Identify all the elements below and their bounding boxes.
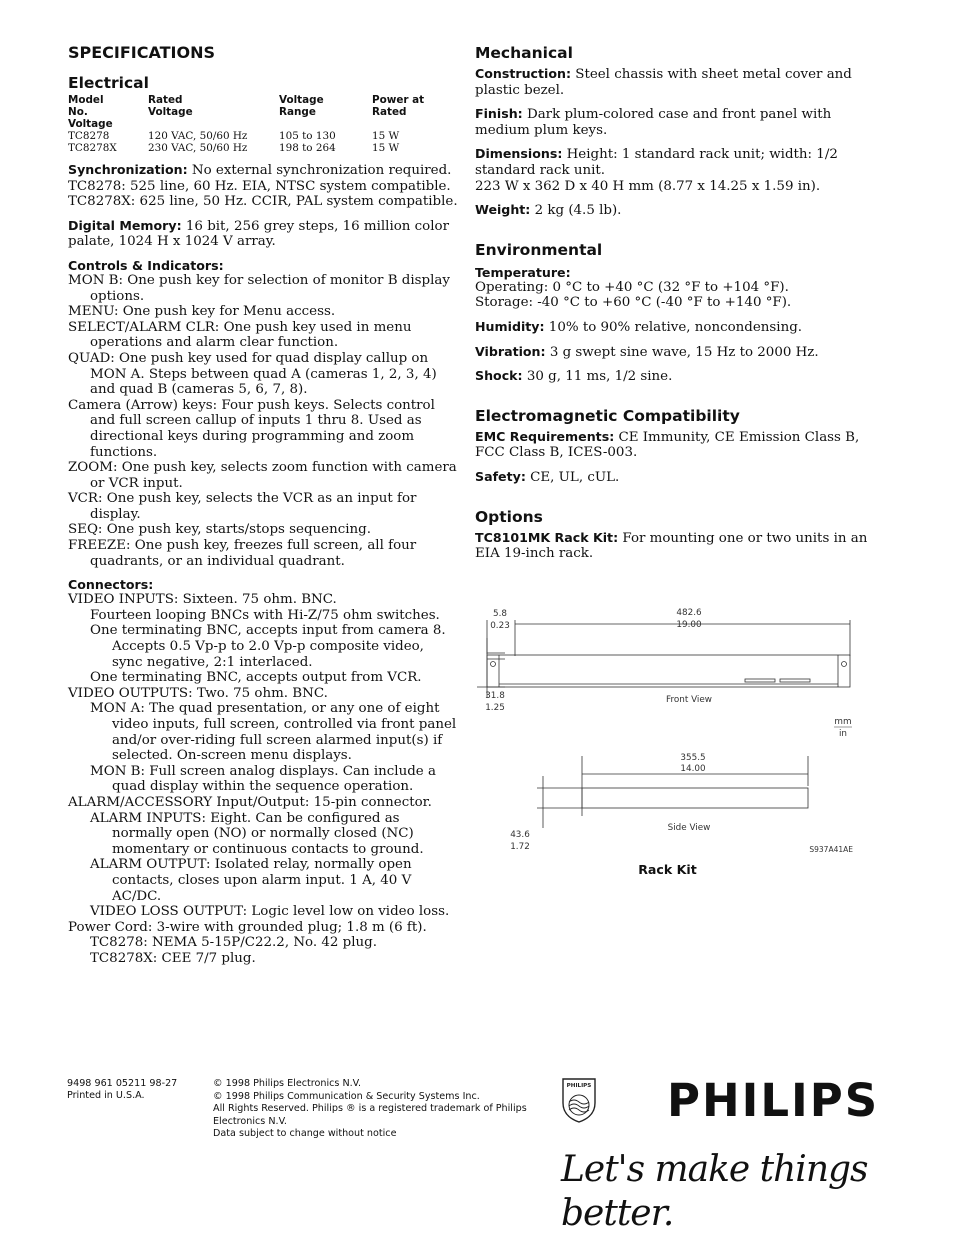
list-item: ALARM/ACCESSORY Input/Output: 15-pin connector. bbox=[68, 794, 432, 810]
mounting-hole bbox=[842, 662, 847, 667]
side-view-panel bbox=[582, 788, 808, 808]
electrical-heading: Electrical bbox=[68, 74, 149, 92]
list-item: FREEZE: One push key, freezes full screen, all four quadrants, or an individual quadrant. bbox=[68, 538, 417, 569]
copyright-line: © 1998 Philips Electronics N.V. bbox=[213, 1078, 362, 1089]
table-row bbox=[68, 130, 442, 142]
options-heading: Options bbox=[475, 507, 543, 526]
synchronization-spec: Synchronization: No external synchronization required. bbox=[68, 162, 452, 178]
header-voltage-range: Voltage Range bbox=[279, 94, 324, 118]
table-cell: 198 to 264 bbox=[279, 142, 336, 154]
page-title: SPECIFICATIONS bbox=[68, 43, 216, 62]
environmental-heading: Environmental bbox=[475, 240, 603, 259]
digital-memory-spec: Digital Memory: 16 bit, 256 grey steps, 16 million color palate, 1024 H x 1024 V array. bbox=[68, 217, 449, 250]
dimensions-metric: 223 W x 362 D x 40 H mm (8.77 x 14.25 x 1.59 in). bbox=[475, 178, 821, 194]
dim-c-mm: 31.8 bbox=[485, 691, 505, 701]
emc-heading: Electromagnetic Compatibility bbox=[475, 406, 740, 425]
finish-spec: Finish: Dark plum-colored case and front panel with medium plum keys. bbox=[475, 106, 832, 138]
construction-spec: Construction: Steel chassis with sheet metal cover and plastic bezel. bbox=[475, 66, 852, 98]
controls-list bbox=[68, 273, 458, 569]
header-model: Model No. Voltage bbox=[68, 94, 113, 130]
mounting-hole bbox=[491, 662, 496, 667]
dim-b-mm: 482.6 bbox=[676, 608, 702, 618]
list-item: Power Cord: 3-wire with grounded plug; 1.8 m (6 ft). bbox=[68, 919, 427, 935]
panel-slot bbox=[780, 679, 810, 682]
connectors-heading: Connectors: bbox=[68, 577, 154, 593]
header-rated-voltage: Rated Voltage bbox=[148, 94, 193, 118]
mechanical-heading: Mechanical bbox=[475, 44, 573, 62]
list-item: SELECT/ALARM CLR: One push key used in menu operations and alarm clear function. bbox=[68, 319, 412, 351]
panel-slot bbox=[745, 679, 775, 682]
table-cell: 15 W bbox=[372, 130, 400, 142]
footer-part-info bbox=[67, 1078, 177, 1102]
table-cell: TC8278 bbox=[68, 130, 110, 142]
temperature-storage: Storage: -40 °C to +60 °C (-40 °F to +140 °F). bbox=[475, 295, 792, 311]
table-cell: 120 VAC, 50/60 Hz bbox=[148, 130, 248, 142]
table-row bbox=[68, 142, 442, 154]
units-mm: mm bbox=[834, 717, 852, 727]
philips-logo: PHILIPS bbox=[667, 1074, 880, 1127]
dim-e-in: 1.72 bbox=[510, 842, 530, 852]
rack-kit-caption: Rack Kit bbox=[638, 862, 697, 877]
dim-a-mm: 5.8 bbox=[493, 609, 507, 619]
table-cell: 230 VAC, 50/60 Hz bbox=[148, 142, 248, 154]
side-view-label: Side View bbox=[667, 823, 711, 833]
temperature-label: Temperature: bbox=[475, 264, 571, 280]
drawing-code: S937A41AE bbox=[809, 845, 853, 854]
list-item: Camera (Arrow) keys: Four push keys. Selects control and full screen callup of inputs 1 thru 8. Used as directional keys during programming and zoom functions. bbox=[68, 397, 435, 460]
list-item: MON A: The quad presentation, or any one of eight video inputs, full screen, controlled via front panel and/or over-riding full screen alarmed input(s) if selected. On-screen menu displays. bbox=[90, 701, 457, 764]
list-item: VCR: One push key, selects the VCR as an input for display. bbox=[68, 491, 417, 522]
rack-kit-spec: TC8101MK Rack Kit: For mounting one or two units in an EIA 19-inch rack. bbox=[475, 529, 868, 562]
dim-e-mm: 43.6 bbox=[510, 830, 530, 840]
list-item: One terminating BNC, accepts input from camera 8. Accepts 0.5 Vp-p to 2.0 Vp-p composite video, sync negative, 2:1 interlaced. bbox=[90, 623, 446, 670]
list-item: MON B: Full screen analog displays. Can include a quad display within the sequence operation. bbox=[90, 763, 436, 795]
dim-a-in: 0.23 bbox=[490, 621, 510, 631]
table-cell: 105 to 130 bbox=[279, 130, 336, 142]
list-item: MON B: One push key for selection of monitor B display options. bbox=[68, 272, 450, 304]
philips-tagline: Let's make things better. bbox=[561, 1149, 868, 1234]
list-item: ZOOM: One push key, selects zoom function with camera or VCR input. bbox=[68, 460, 457, 491]
list-item: TC8278: NEMA 5-15P/C22.2, No. 42 plug. bbox=[90, 935, 377, 951]
left-column bbox=[68, 44, 458, 967]
dimensions-spec: Dimensions: Height: 1 standard rack unit; width: 1/2 standard rack unit. bbox=[475, 146, 838, 178]
list-item: VIDEO INPUTS: Sixteen. 75 ohm. BNC. bbox=[68, 592, 337, 608]
connectors-list bbox=[68, 592, 458, 966]
list-item: SEQ: One push key, starts/stops sequencing. bbox=[68, 522, 371, 538]
vibration-spec: Vibration: 3 g swept sine wave, 15 Hz to 2000 Hz. bbox=[475, 343, 819, 360]
rack-kit-diagram bbox=[475, 598, 860, 860]
copyright-line: Data subject to change without notice bbox=[213, 1128, 397, 1139]
copyright-line: All Rights Reserved. Philips ® is a registered trademark of Philips Electronics N.V. bbox=[213, 1103, 527, 1127]
header-power: Power at Rated bbox=[372, 94, 425, 118]
list-item: VIDEO LOSS OUTPUT: Logic level low on video loss. bbox=[90, 904, 450, 920]
printed-in: Printed in U.S.A. bbox=[67, 1090, 145, 1101]
list-item: QUAD: One push key used for quad display callup on MON A. Steps between quad A (cameras 1, 2, 3, 4) and quad B (cameras 5, 6, 7, 8). bbox=[68, 350, 437, 398]
sync-tc8278x: TC8278X: 625 line, 50 Hz. CCIR, PAL system compatible. bbox=[68, 194, 458, 210]
shock-spec: Shock: 30 g, 11 ms, 1/2 sine. bbox=[475, 368, 673, 385]
safety-spec: Safety: CE, UL, cUL. bbox=[475, 468, 620, 485]
svg-text:PHILIPS: PHILIPS bbox=[566, 1083, 592, 1089]
weight-spec: Weight: 2 kg (4.5 lb). bbox=[475, 202, 622, 219]
table-cell: 15 W bbox=[372, 142, 400, 154]
philips-shield-icon bbox=[561, 1077, 597, 1123]
list-item: VIDEO OUTPUTS: Two. 75 ohm. BNC. bbox=[68, 685, 328, 701]
dim-d-mm: 355.5 bbox=[680, 753, 706, 763]
humidity-spec: Humidity: 10% to 90% relative, noncondensing. bbox=[475, 318, 803, 335]
front-view-label: Front View bbox=[666, 695, 712, 705]
right-column bbox=[475, 44, 875, 562]
list-item: TC8278X: CEE 7/7 plug. bbox=[90, 950, 256, 966]
list-item: ALARM INPUTS: Eight. Can be configured as normally open (NO) or normally closed (NC) momentary or continuous contacts to ground. bbox=[90, 810, 424, 857]
part-number: 9498 961 05211 98-27 bbox=[67, 1078, 178, 1089]
footer-copyright bbox=[213, 1078, 533, 1141]
table-header-row bbox=[68, 94, 442, 130]
list-item: Fourteen looping BNCs with Hi-Z/75 ohm switches. bbox=[90, 607, 440, 623]
sync-tc8278: TC8278: 525 line, 60 Hz. EIA, NTSC system compatible. bbox=[68, 178, 451, 194]
copyright-line: © 1998 Philips Communication & Security Systems Inc. bbox=[213, 1090, 480, 1102]
list-item: One terminating BNC, accepts output from VCR. bbox=[90, 670, 422, 686]
dim-b-in: 19.00 bbox=[676, 620, 702, 630]
list-item: ALARM OUTPUT: Isolated relay, normally open contacts, closes upon alarm input. 1 A, 40 V AC/DC. bbox=[90, 857, 412, 904]
emc-spec: EMC Requirements: CE Immunity, CE Emission Class B, FCC Class B, ICES-003. bbox=[475, 428, 860, 461]
units-in: in bbox=[838, 729, 848, 739]
list-item: MENU: One push key for Menu access. bbox=[68, 304, 336, 320]
temperature-operating: Operating: 0 °C to +40 °C (32 °F to +104 °F). bbox=[475, 279, 789, 295]
electrical-table bbox=[68, 94, 442, 154]
dim-c-in: 1.25 bbox=[485, 703, 505, 713]
controls-heading: Controls & Indicators: bbox=[68, 257, 224, 273]
table-cell: TC8278X bbox=[68, 142, 117, 154]
dim-d-in: 14.00 bbox=[680, 764, 706, 774]
